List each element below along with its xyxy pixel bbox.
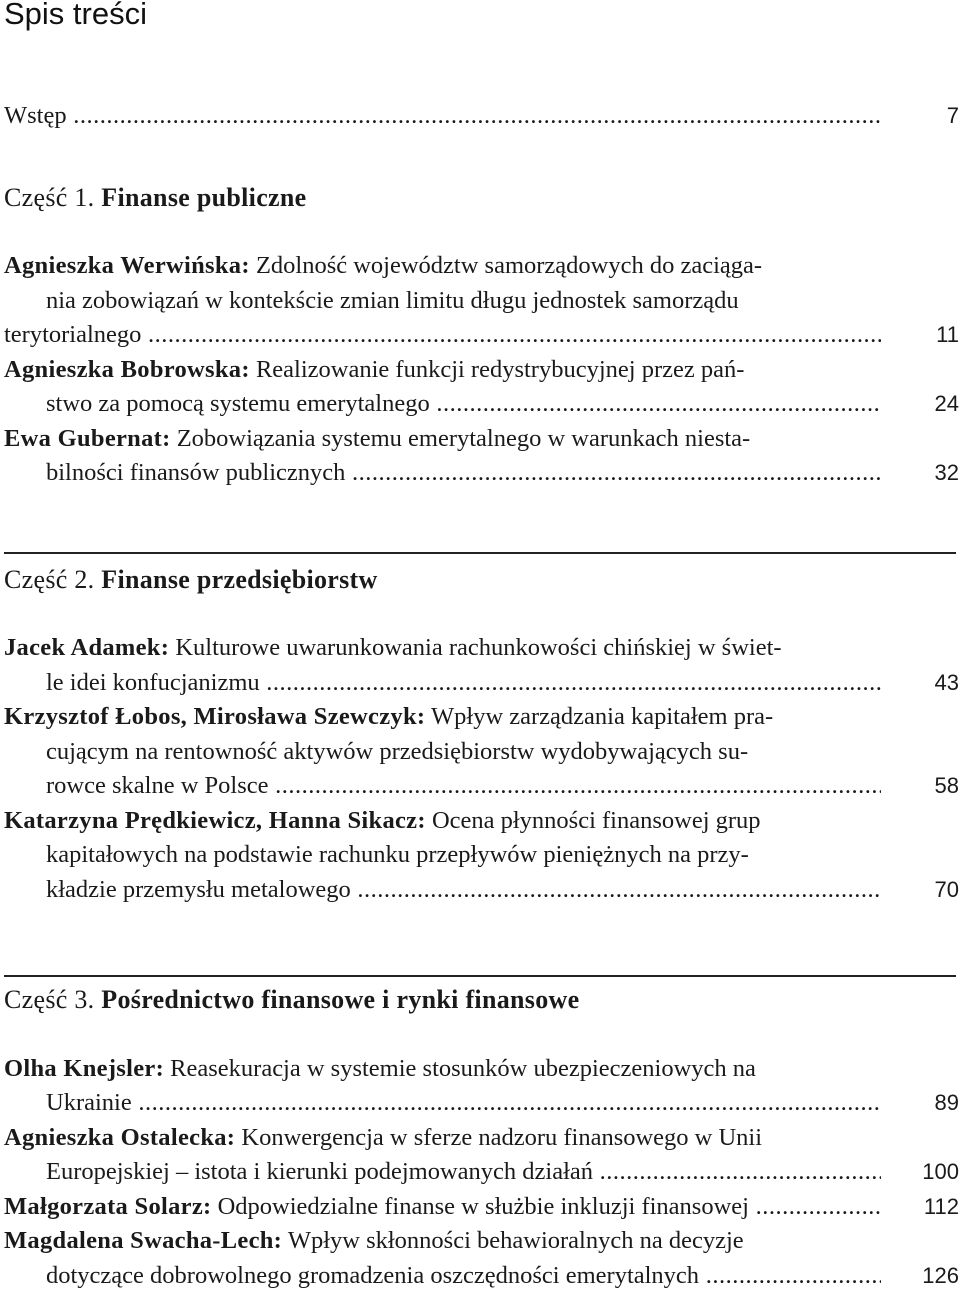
entry-title: Kulturowe uwarunkowania rachunkowości chińskiej w świet- bbox=[169, 634, 782, 661]
entry-author: Ewa Gubernat: bbox=[4, 424, 171, 452]
page-number: 43 bbox=[934, 669, 959, 695]
entry-author: Agnieszka Werwińska: bbox=[4, 252, 250, 279]
entry-title-last: Ukrainie ..... bbox=[4, 1086, 881, 1121]
toc-entry[interactable] bbox=[4, 249, 959, 353]
part-heading: Część 1. Finanse publiczne bbox=[4, 182, 307, 212]
entry-title-last: dotyczące dobrowolnego gromadzenia oszczędności emerytalnych ..... bbox=[4, 1259, 881, 1294]
entry-title-last: le idei konfucjanizmu ..... bbox=[4, 666, 881, 701]
toc-entry[interactable] bbox=[4, 353, 959, 422]
entry-title: Odpowiedzialne finanse w służbie inkluzji finansowej bbox=[211, 1192, 749, 1220]
page-title: Spis treści bbox=[4, 0, 147, 31]
page-number: 32 bbox=[934, 460, 959, 485]
entry-title: Zobowiązania systemu emerytalnego w warunkach niesta- bbox=[170, 424, 751, 452]
entry-title-last: rowce skalne w Polsce ..... bbox=[4, 769, 881, 804]
toc-entry[interactable] bbox=[4, 422, 959, 491]
toc-entry[interactable] bbox=[4, 700, 959, 804]
entry-title: Konwergencja w sferze nadzoru finansowego w Unii bbox=[235, 1123, 763, 1151]
part-heading: Część 2. Finanse przedsiębiorstw bbox=[4, 564, 378, 594]
entry-title-last: bilności finansów publicznych ..... bbox=[4, 456, 881, 491]
part-heading: Część 3. Pośrednictwo finansowe i rynki finansowe bbox=[4, 985, 580, 1014]
entry-title: Wpływ skłonności behawioralnych na decyzje bbox=[282, 1227, 744, 1254]
page-number: 126 bbox=[922, 1262, 959, 1288]
entry-title: Ocena płynności finansowej grup bbox=[425, 806, 761, 834]
page-number: 112 bbox=[923, 1193, 959, 1219]
page-number: 89 bbox=[934, 1090, 959, 1115]
entry-author: Katarzyna Prędkiewicz, Hanna Sikacz: bbox=[4, 806, 426, 834]
entry-title: Reasekuracja w systemie stosunków ubezpieczeniowych na bbox=[164, 1054, 756, 1082]
page-number: 70 bbox=[934, 876, 959, 902]
toc-entry[interactable] bbox=[4, 1121, 959, 1190]
page-number: 100 bbox=[922, 1159, 959, 1184]
entry-title: Realizowanie funkcji redystrybucyjnej przez pań- bbox=[249, 355, 745, 383]
entry-author: Magdalena Swacha-Lech: bbox=[4, 1227, 283, 1254]
page-number: 11 bbox=[936, 322, 959, 347]
toc-entry-intro[interactable] bbox=[4, 99, 959, 134]
entry-author: Agnieszka Ostalecka: bbox=[4, 1123, 236, 1151]
entry-title-last: Europejskiej – istota i kierunki podejmowanych działań ..... bbox=[4, 1155, 881, 1190]
entry-author: Olha Knejsler: bbox=[4, 1054, 165, 1082]
entry-author: Małgorzata Solarz: bbox=[4, 1192, 212, 1220]
page-number: 24 bbox=[934, 391, 959, 416]
entry-author: Agnieszka Bobrowska: bbox=[4, 355, 250, 383]
entry-title-last: kładzie przemysłu metalowego ..... bbox=[4, 873, 881, 908]
entry-title: Wpływ zarządzania kapitałem pra- bbox=[425, 703, 774, 730]
entry-title-continued: cującym na rentowność aktywów przedsiębiorstw wydobywających su- bbox=[46, 737, 749, 765]
page-number: 7 bbox=[946, 103, 959, 128]
entry-title-last: stwo za pomocą systemu emerytalnego ..... bbox=[4, 387, 881, 422]
toc-entry[interactable] bbox=[4, 804, 959, 908]
entry-author: Jacek Adamek: bbox=[4, 634, 170, 661]
toc-entry[interactable] bbox=[4, 1052, 959, 1121]
page-number: 58 bbox=[934, 773, 959, 798]
toc-entry[interactable] bbox=[4, 1190, 959, 1225]
toc-entry-text: Wstęp ..... bbox=[4, 99, 881, 134]
table-of-contents bbox=[4, 99, 959, 1293]
entry-title-continued: kapitałowych na podstawie rachunku przepływów pieniężnych na przy- bbox=[46, 841, 749, 868]
entry-author: Krzysztof Łobos, Mirosława Szewczyk: bbox=[4, 703, 426, 730]
entry-title-continued: nia zobowiązań w kontekście zmian limitu długu jednostek samorządu bbox=[46, 286, 739, 314]
entry-title-last: terytorialnego ..... bbox=[4, 318, 881, 353]
entry-title: Zdolność województw samorządowych do zaciąga- bbox=[249, 252, 763, 279]
toc-entry[interactable] bbox=[4, 631, 959, 700]
entry-title-last bbox=[4, 1190, 881, 1225]
toc-entry[interactable] bbox=[4, 1224, 959, 1293]
